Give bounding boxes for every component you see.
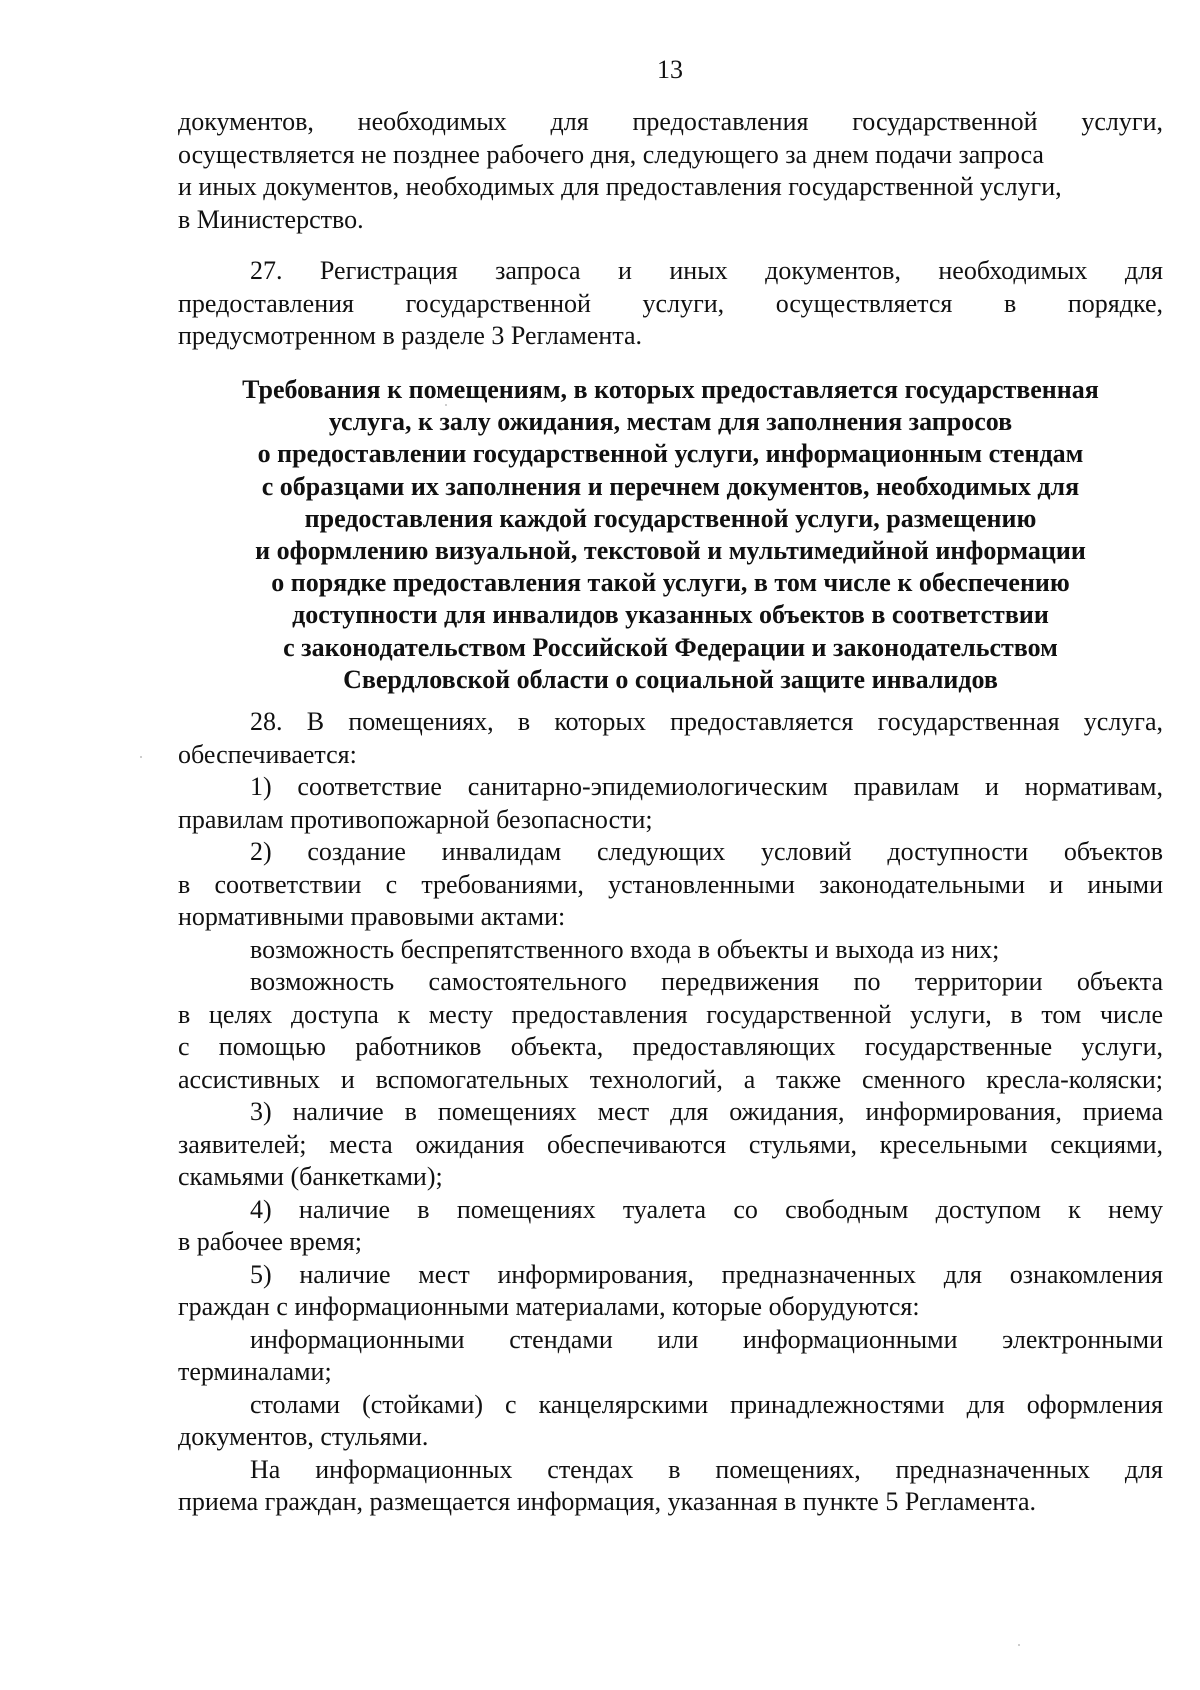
section-heading xyxy=(178,374,1163,696)
text-line: скамьями (банкетками); xyxy=(178,1162,443,1191)
text-line: документов, необходимых для предоставления государственной услуги, xyxy=(178,107,1163,136)
text-line: нормативными правовыми актами: xyxy=(178,902,566,931)
paragraph-item-28 xyxy=(178,706,1163,1519)
text-line: предусмотренном в разделе 3 Регламента. xyxy=(178,321,643,350)
text-line: документов, стульями. xyxy=(178,1422,429,1451)
scan-speck xyxy=(140,756,142,758)
text-line: столами (стойками) с канцелярскими принадлежностями для оформления xyxy=(250,1389,1163,1419)
paragraph-continuation xyxy=(178,106,1163,236)
text-line: обеспечивается: xyxy=(178,739,357,769)
text-line: На информационных стендах в помещениях, предназначенных для xyxy=(250,1454,1163,1484)
heading-line: Свердловской области о социальной защите инвалидов xyxy=(343,664,998,694)
text-line: 27. Регистрация запроса и иных документов, необходимых для xyxy=(250,256,1163,285)
heading-line: и оформлению визуальной, текстовой и мультимедийной информации xyxy=(255,535,1086,565)
page-number: 13 xyxy=(657,55,683,84)
heading-line: с законодательством Российской Федерации и законодательством xyxy=(283,632,1058,662)
text-line: 4) наличие в помещениях туалета со свободным доступом к нему xyxy=(250,1194,1163,1224)
text-line: 1) соответствие санитарно-эпидемиологическим правилам и нормативам, xyxy=(250,772,1163,801)
text-line: в Министерство. xyxy=(178,204,364,234)
text-line: 5) наличие мест информирования, предназначенных для ознакомления xyxy=(250,1259,1163,1289)
scan-speck xyxy=(445,404,447,406)
text-line: осуществляется не позднее рабочего дня, следующего за днем подачи запроса xyxy=(178,139,1044,169)
text-line: заявителей; места ожидания обеспечиваются стульями, кресельными секциями, xyxy=(178,1129,1163,1159)
text-line: в соответствии с требованиями, установленными законодательными и иными xyxy=(178,869,1163,899)
text-line: предоставления государственной услуги, осуществляется в порядке, xyxy=(178,288,1163,318)
text-line: 28. В помещениях, в которых предоставляется государственная услуга, xyxy=(250,707,1163,736)
text-line: в рабочее время; xyxy=(178,1227,362,1256)
heading-line: предоставления каждой государственной услуги, размещению xyxy=(304,503,1037,533)
text-line: приема граждан, размещается информация, указанная в пункте 5 Регламента. xyxy=(178,1487,1036,1516)
heading-line: о предоставлении государственной услуги, информационным стендам xyxy=(257,439,1084,469)
text-line: возможность беспрепятственного входа в объекты и выхода из них; xyxy=(250,934,1000,964)
text-line: возможность самостоятельного передвижения по территории объекта xyxy=(250,967,1163,996)
text-line: с помощью работников объекта, предоставляющих государственные услуги, xyxy=(178,1032,1163,1061)
heading-line: услуга, к залу ожидания, местам для заполнения запросов xyxy=(328,407,1013,437)
heading-line: доступности для инвалидов указанных объектов в соответствии xyxy=(292,600,1049,630)
text-line: информационными стендами или информационными электронными xyxy=(250,1324,1163,1354)
text-line: и иных документов, необходимых для предоставления государственной услуги, xyxy=(178,172,1062,201)
text-line: ассистивных и вспомогательных технологий, а также сменного кресла-коляски; xyxy=(178,1064,1163,1094)
scan-speck xyxy=(1018,1644,1020,1646)
heading-line: о порядке предоставления такой услуги, в том числе к обеспечению xyxy=(271,568,1070,598)
text-line: граждан с информационными материалами, которые оборудуются: xyxy=(178,1292,920,1321)
text-line: правилам противопожарной безопасности; xyxy=(178,804,653,834)
text-line: 3) наличие в помещениях мест для ожидания, информирования, приема xyxy=(250,1097,1163,1126)
text-line: 2) создание инвалидам следующих условий доступности объектов xyxy=(250,837,1163,866)
heading-line: с образцами их заполнения и перечнем документов, необходимых для xyxy=(261,471,1080,501)
text-line: в целях доступа к месту предоставления государственной услуги, в том числе xyxy=(178,999,1163,1029)
heading-line: Требования к помещениям, в которых предоставляется государственная xyxy=(242,375,1099,404)
text-line: терминалами; xyxy=(178,1357,332,1386)
paragraph-item-27 xyxy=(178,255,1163,353)
